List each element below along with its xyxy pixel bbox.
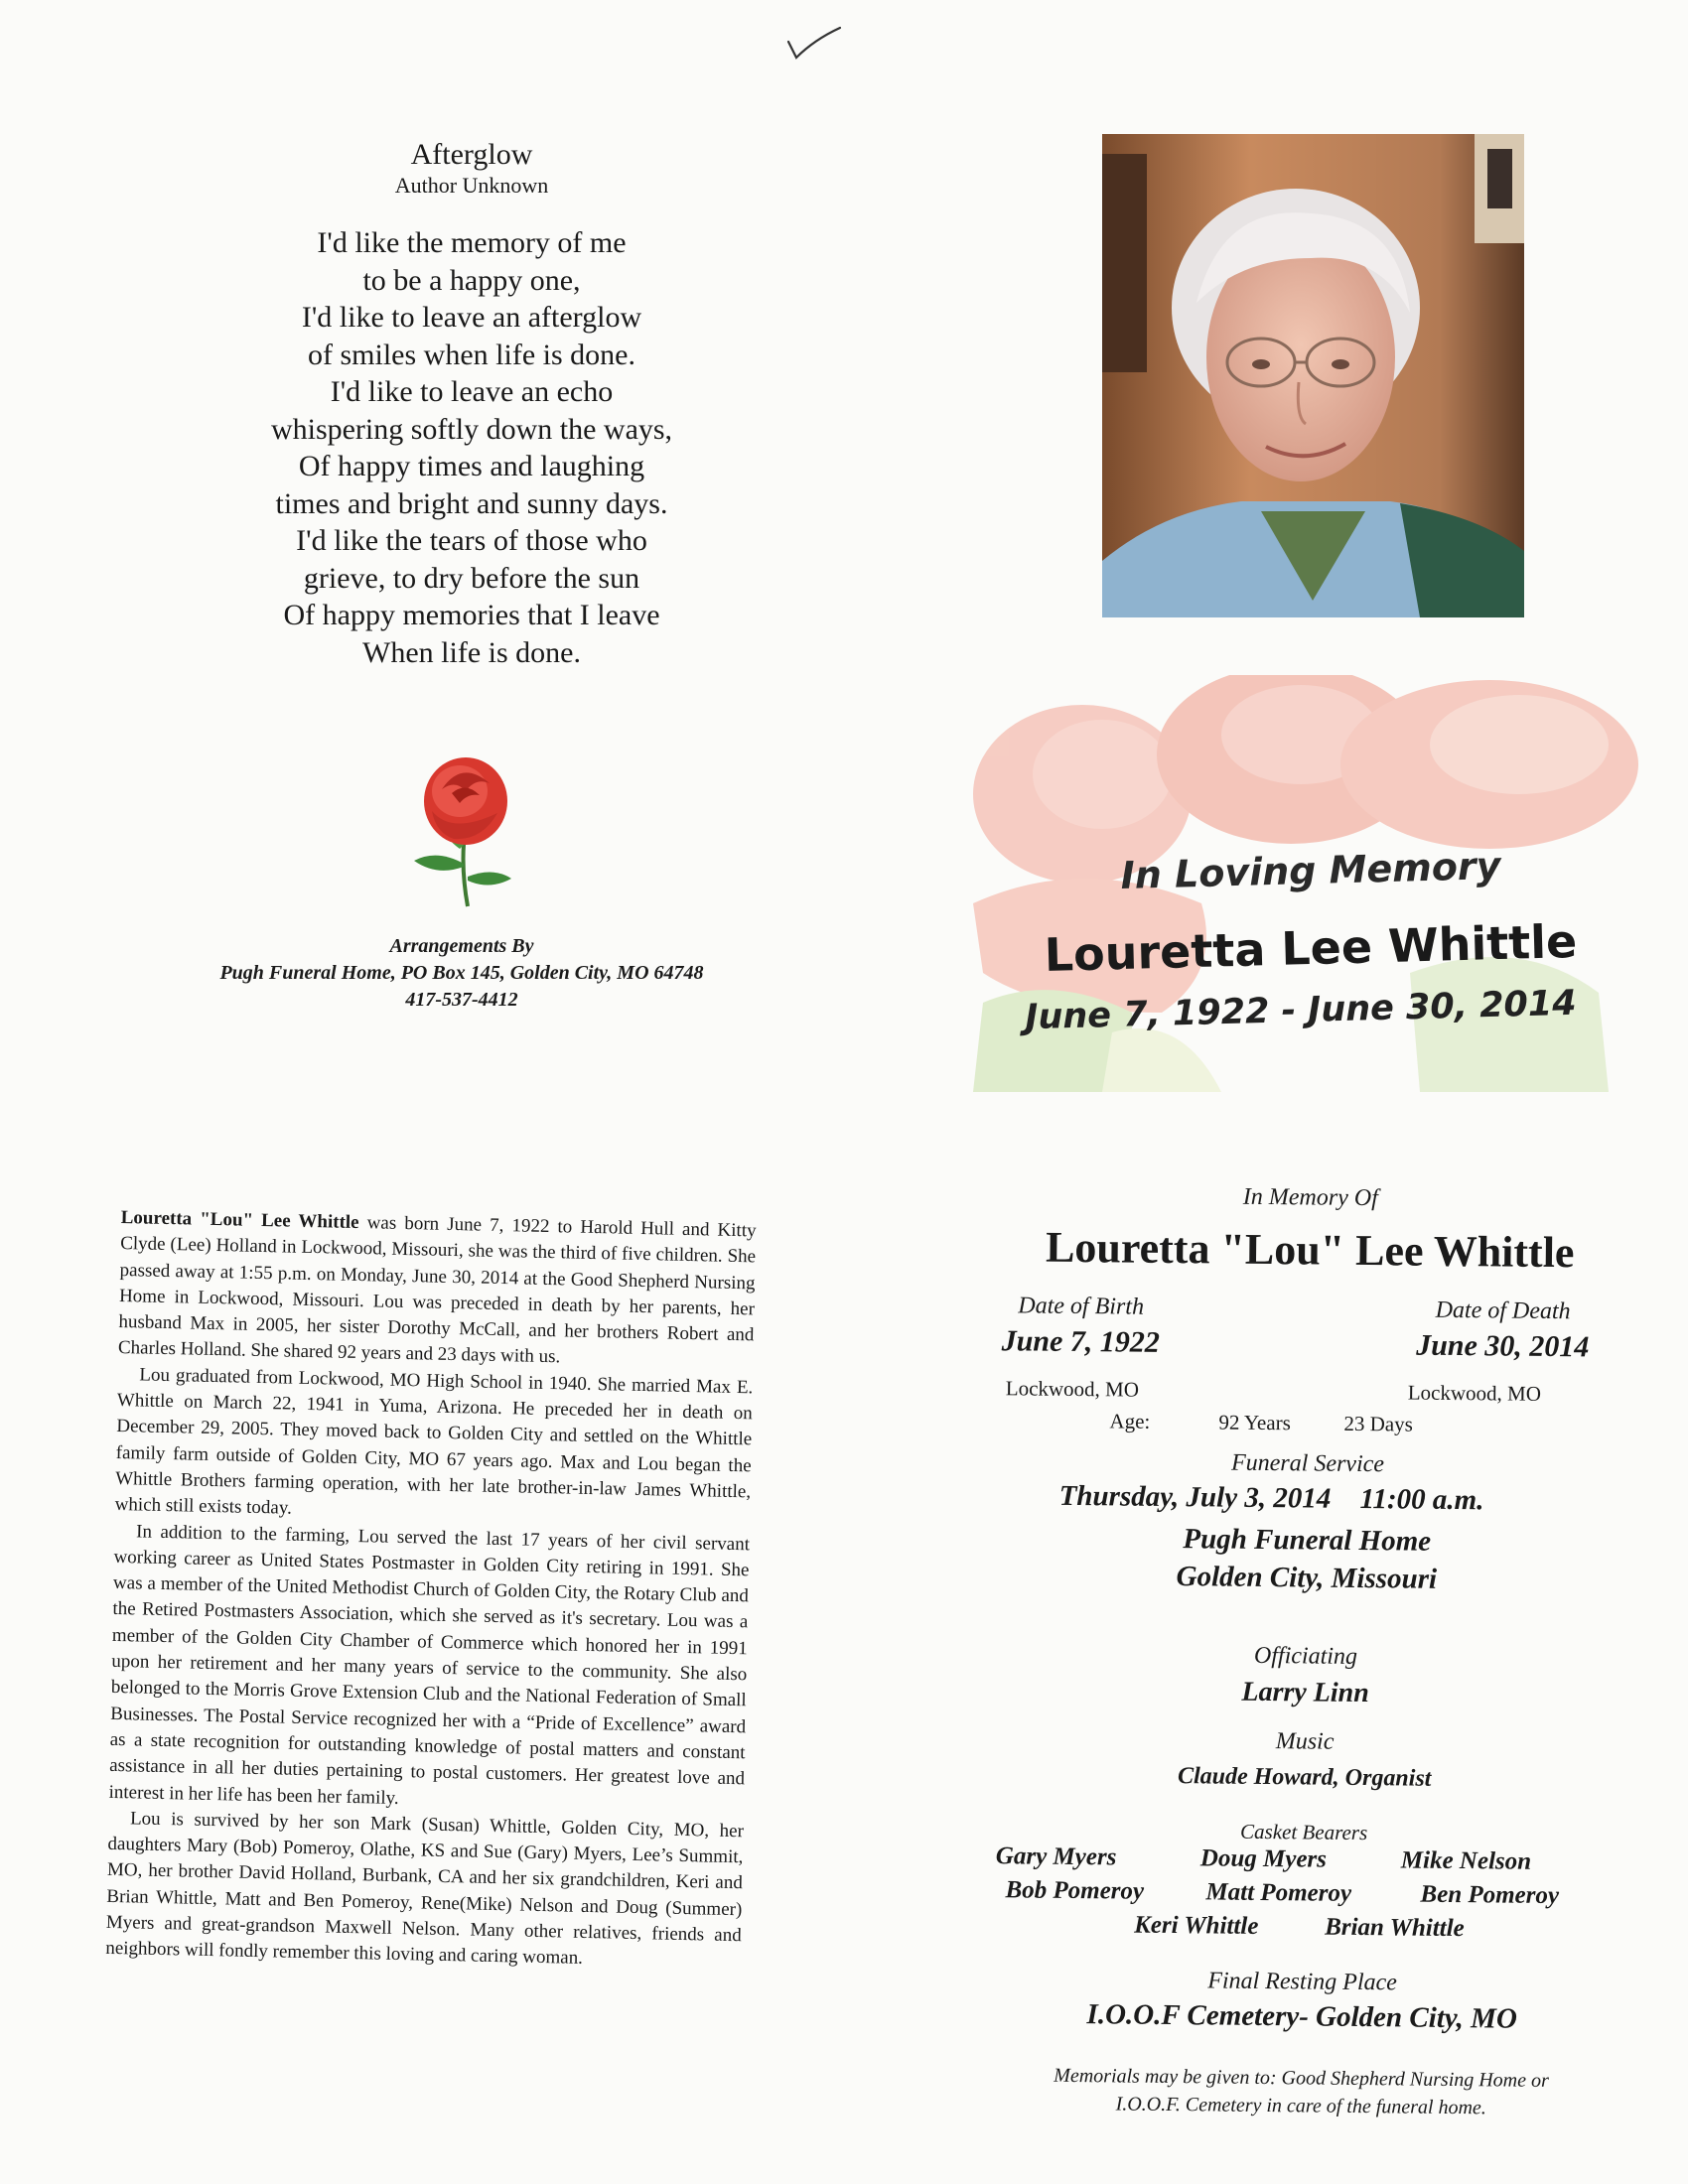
portrait-illustration [1102, 134, 1524, 617]
poem-lines [169, 224, 774, 671]
service-details [983, 1181, 1638, 2119]
cover-panel [963, 675, 1658, 1092]
obituary-paragraph: In addition to the farming, Lou served the last 17 years of her civil servant working career as United States Postmaster in Golden City retiring in 1991. She was a member of the United Methodist Church of Golden City, the Rotary Club and the Retired Postmasters Association, which she served as it's secretary. Lou was a member of the Golden City Chamber of Commerce which honored her in 1991 upon her retirement and her many years of service to the community. She also belonged to the Morris Grove Extension Club and the National Federation of Small Businesses. The Postal Service recognized her with a “Pride of Excellence” award as a state recognition for outstanding knowledge of postal matters and constant assistance in all her duties pertaining to postal customers. Her greatest love and interest in her life has been her family. [108, 1520, 751, 1809]
bearer-name: Bob Pomeroy [1005, 1876, 1145, 1905]
age-label: Age: [1109, 1409, 1151, 1433]
birth-date: June 7, 1922 [1001, 1324, 1161, 1359]
full-name: Louretta "Lou" Lee Whittle [1045, 1222, 1575, 1278]
obituary-paragraph [118, 1205, 757, 1375]
poem-line: I'd like the memory of me [317, 226, 627, 259]
cover-name: Louretta Lee Whittle [1044, 913, 1578, 983]
poem-author: Author Unknown [394, 173, 549, 198]
poem-line: Of happy times and laughing [298, 450, 645, 482]
poem-line: of smiles when life is done. [308, 338, 635, 371]
cover-dates: June 7, 1922 - June 30, 2014 [1024, 983, 1578, 1038]
bearer-name: Doug Myers [1199, 1844, 1328, 1873]
arrangements-address: Pugh Funeral Home, PO Box 145, Golden City, MO 64748 [219, 962, 704, 984]
poem-line: whispering softly down the ways, [270, 412, 673, 446]
resting-place: I.O.O.F Cemetery- Golden City, MO [1086, 1998, 1518, 2035]
funeral-venue: Pugh Funeral Home [1183, 1523, 1432, 1558]
bearer-name: Keri Whittle [1134, 1911, 1259, 1940]
poem-line: to be a happy one, [362, 263, 581, 297]
memorials-line: Memorials may be given to: Good Shepherd Nursing Home or [1054, 2064, 1549, 2093]
poem-line: I'd like to leave an afterglow [301, 301, 642, 334]
death-place: Lockwood, MO [1407, 1380, 1542, 1406]
obituary-paragraph: Lou is survived by her son Mark (Susan) Whittle, Golden City, MO, her daughters Mary (Bob) Pomeroy, Olathe, KS and Sue (Gary) Myers, Lee’s Summit, MO, her brother David Holland, Burbank, CA and her six grandchildren, Keri and Brian Whittle, Matt and Ben Pomeroy, Rene(Mike) Nelson and Doug (Summer) Myers and great-grandson Maxwell Nelson. Many other relatives, friends and neighbors will fondly remember this loving and caring woman. [105, 1808, 745, 1970]
poem-line: I'd like to leave an echo [330, 375, 614, 408]
funeral-label: Funeral Service [1230, 1449, 1385, 1478]
obituary-text [105, 1205, 757, 1976]
portrait-photo [1102, 134, 1524, 617]
funeral-date: Thursday, July 3, 2014 [1058, 1479, 1332, 1515]
funeral-datetime [1059, 1480, 1484, 1517]
musician: Claude Howard, Organist [1177, 1763, 1432, 1792]
bearer-name: Brian Whittle [1325, 1913, 1465, 1943]
resting-label: Final Resting Place [1207, 1968, 1398, 1996]
age-years: 92 Years [1218, 1410, 1291, 1435]
poem [169, 137, 774, 671]
poem-line: When life is done. [362, 635, 581, 669]
poem-line: I'd like the tears of those who [296, 524, 647, 557]
death-label: Date of Death [1435, 1297, 1571, 1325]
obituary-paragraph: Lou graduated from Lockwood, MO High School in 1940. She married Max E. Whittle on March 22, 1941 in Yuma, Arizona. He preceded her in death on December 29, 2005. They moved back to Golden City and settled on the Whittle family farm outside of Golden City, MO 67 years ago. Max and Lou began the Whittle Brothers farming operation, with her late brother-in-law James Whittle, which still exists today. [114, 1364, 754, 1519]
arrangements [139, 933, 784, 1014]
death-date: June 30, 2014 [1416, 1328, 1590, 1364]
memorials-line: I.O.O.F. Cemetery in care of the funeral home. [1115, 2093, 1486, 2119]
check-mark-icon [784, 22, 844, 62]
poem-title: Afterglow [410, 138, 533, 171]
red-rose-icon [402, 750, 531, 908]
obituary-text-span: was born June 7, 1922 to Harold Hull and Kitty Clyde (Lee) Holland in Lockwood, Missouri, she was the third of five children. She passed away at 1:55 p.m. on Monday, June 30, 2014 at the Good Shepherd Nursing Home in Lockwood, Missouri. Lou was preceded in death by her parents, her husband Max in 2005, her sister Dorothy McCall, and her brothers Robert and Charles Holland. She shared 92 years and 23 days with us. [117, 1212, 757, 1368]
bearer-name: Ben Pomeroy [1420, 1880, 1560, 1910]
birth-label: Date of Birth [1018, 1293, 1145, 1320]
bearer-name: Matt Pomeroy [1205, 1878, 1352, 1907]
funeral-venue-city: Golden City, Missouri [1176, 1561, 1438, 1595]
arrangements-heading: Arrangements By [389, 935, 534, 957]
music-label: Music [1275, 1728, 1335, 1755]
obituary-name: Louretta "Lou" Lee Whittle [120, 1206, 359, 1234]
poem-line: times and bright and sunny days. [275, 486, 668, 520]
cover-heading: In Loving Memory [1120, 843, 1501, 898]
casket-label: Casket Bearers [1239, 1819, 1368, 1845]
bearer-name: Gary Myers [995, 1843, 1117, 1871]
birth-place: Lockwood, MO [1005, 1376, 1140, 1402]
memorials-note [953, 2061, 1649, 2123]
age-days: 23 Days [1343, 1411, 1414, 1436]
in-memory-of-label: In Memory Of [1242, 1183, 1378, 1212]
bearer-name: Mike Nelson [1400, 1846, 1532, 1875]
poem-line: grieve, to dry before the sun [303, 561, 640, 595]
officiating-label: Officiating [1253, 1642, 1358, 1670]
arrangements-phone: 417-537-4412 [405, 989, 518, 1011]
officiant: Larry Linn [1241, 1676, 1369, 1709]
poem-line: Of happy memories that I leave [283, 599, 660, 631]
funeral-time: 11:00 a.m. [1359, 1482, 1484, 1517]
